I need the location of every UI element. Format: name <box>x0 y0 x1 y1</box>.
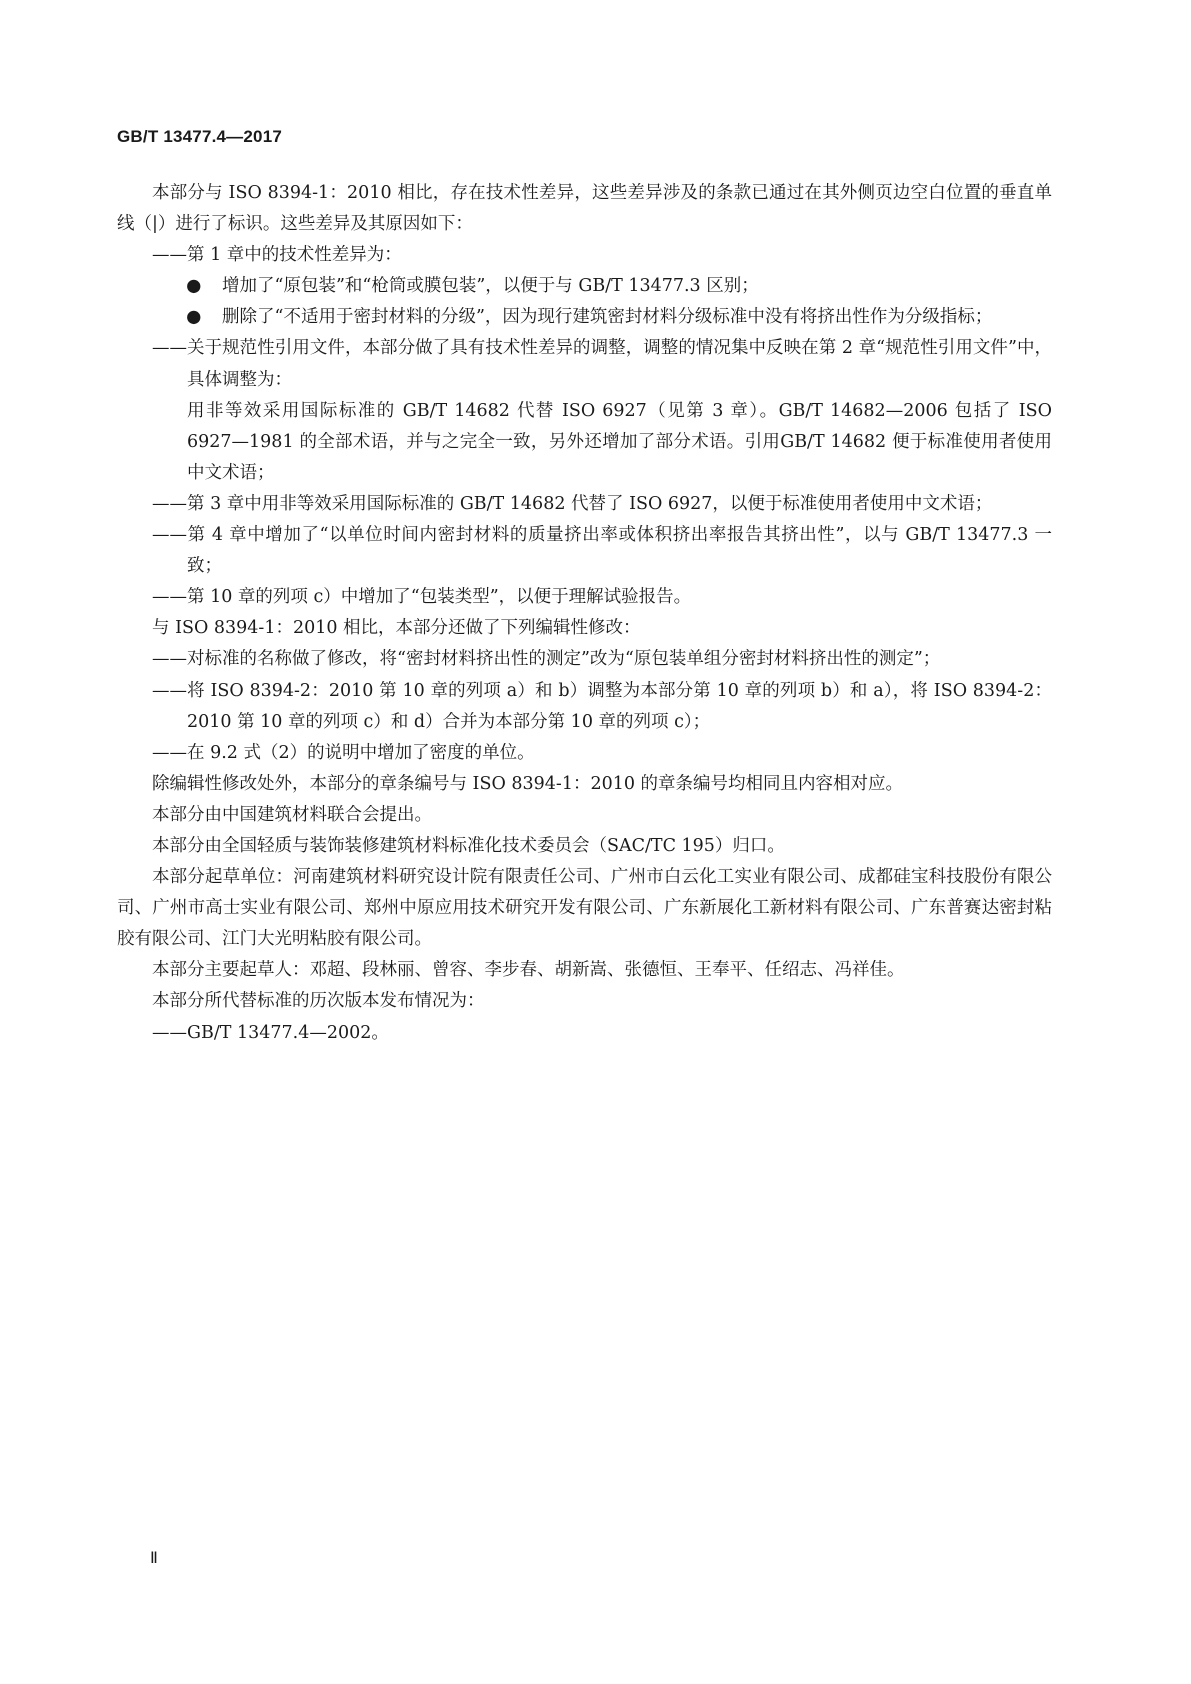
drafting-units-paragraph: 本部分起草单位：河南建筑材料研究设计院有限责任公司、广州市白云化工实业有限公司、成都硅宝科技股份有限公司、广州市高士实业有限公司、郑州中原应用技术研究开发有限公司、广东新展化工新材料有限公司、广东普赛达密封粘胶有限公司、江门大光明粘胶有限公司。 <box>117 867 1052 950</box>
editorial-item-density-unit: ——在 9.2 式（2）的说明中增加了密度的单位。 <box>152 742 535 763</box>
list-item-normative-refs: ——关于规范性引用文件，本部分做了具有技术性差异的调整，调整的情况集中反映在第 2 章“规范性引用文件”中，具体调整为： <box>152 338 1052 390</box>
bullet-dot-icon: ● <box>186 276 202 297</box>
list-item-chapter4: ——第 4 章中增加了“以单位时间内密封材料的质量挤出率或体积挤出率报告其挤出性”，以与 GB/T 13477.3 一致； <box>152 525 1052 577</box>
centralized-paragraph: 本部分由全国轻质与装饰装修建筑材料标准化技术委员会（SAC/TC 195）归口。 <box>152 835 785 856</box>
bullet-dot-icon: ● <box>186 307 202 328</box>
bullet-text: 删除了“不适用于密封材料的分级”，因为现行建筑密封材料分级标准中没有将挤出性作为分级指标； <box>222 307 993 328</box>
history-intro-paragraph: 本部分所代替标准的历次版本发布情况为： <box>152 991 485 1012</box>
numbering-paragraph: 除编辑性修改处外，本部分的章条编号与 ISO 8394-1：2010 的章条编号均相同且内容相对应。 <box>152 773 904 794</box>
list-item-chapter10: ——第 10 章的列项 c）中增加了“包装类型”，以便于理解试验报告。 <box>152 587 692 608</box>
proposer-paragraph: 本部分由中国建筑材料联合会提出。 <box>152 804 432 825</box>
bullet-item <box>117 302 1052 333</box>
normative-refs-detail: 用非等效采用国际标准的 GB/T 14682 代替 ISO 6927（见第 3 章）。GB/T 14682—2006 包括了 ISO 6927—1981 的全部术语，并与之完全一致，另外还增加了部分术语。引用GB/T 14682 便于标准使用者使用中文术语； <box>187 400 1052 483</box>
drafters-paragraph: 本部分主要起草人：邓超、段林丽、曾容、李步春、胡新嵩、张德恒、王奉平、任绍志、冯祥佳。 <box>152 960 905 981</box>
intro-paragraph: 本部分与 ISO 8394-1：2010 相比，存在技术性差异，这些差异涉及的条款已通过在其外侧页边空白位置的垂直单线（|）进行了标识。这些差异及其原因如下： <box>117 183 1052 235</box>
bullet-text: 增加了“原包装”和“枪筒或膜包装”，以便于与 GB/T 13477.3 区别； <box>222 276 759 297</box>
page-number: Ⅱ <box>150 1550 158 1567</box>
history-item: ——GB/T 13477.4—2002。 <box>152 1022 389 1043</box>
list-item-chapter1: ——第 1 章中的技术性差异为： <box>152 245 402 266</box>
foreword-body <box>117 178 1052 1049</box>
document-number: GB/T 13477.4—2017 <box>117 127 282 146</box>
bullet-item <box>117 271 1052 302</box>
editorial-item-list-items: ——将 ISO 8394-2：2010 第 10 章的列项 a）和 b）调整为本部分第 10 章的列项 b）和 a），将 ISO 8394-2：2010 第 10 章的列项 c）和 d）合并为本部分第 10 章的列项 c）； <box>152 680 1052 732</box>
editorial-intro: 与 ISO 8394-1：2010 相比，本部分还做了下列编辑性修改： <box>152 618 641 639</box>
list-item-chapter3: ——第 3 章中用非等效采用国际标准的 GB/T 14682 代替了 ISO 6927，以便于标准使用者使用中文术语； <box>152 493 993 514</box>
editorial-item-title: ——对标准的名称做了修改，将“密封材料挤出性的测定”改为“原包装单组分密封材料挤出性的测定”； <box>152 649 941 670</box>
